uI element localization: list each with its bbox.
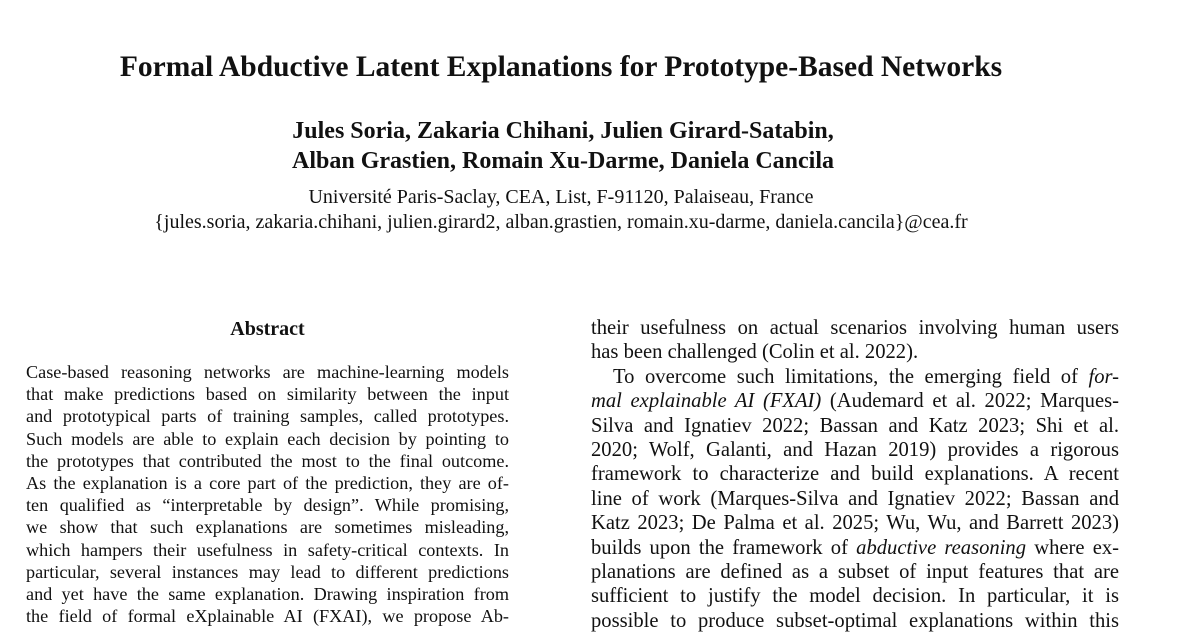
body-emphasis: mal explainable AI (FXAI) (591, 390, 822, 413)
affiliation-block (0, 185, 1122, 234)
paper-title: Formal Abductive Latent Explanations for Prototype-Based Networks (119, 51, 1003, 83)
abstract-line: ten qualified as “interpretable by design”. While promising, (26, 495, 509, 516)
body-text: builds upon the framework of (591, 536, 857, 559)
authors-line-1: Jules Soria, Zakaria Chihani, Julien Girard-Satabin, (292, 118, 834, 144)
body-line (591, 536, 1119, 560)
body-text: To overcome such limitations, the emerging field of (613, 365, 1089, 388)
abstract-line: As the explanation is a core part of the prediction, they are of- (26, 472, 509, 493)
author-emails: {jules.soria, zakaria.chihani, julien.girard2, alban.grastien, romain.xu-darme, daniela.cancila}@cea.fr (154, 210, 968, 233)
abstract-heading: Abstract (230, 318, 305, 340)
body-line: possible to produce subset-optimal explanations within this (591, 609, 1119, 632)
body-line: Katz 2023; De Palma et al. 2025; Wu, Wu, and Barrett 2023) (591, 512, 1119, 535)
abstract-line: and prototypical parts of training samples, called prototypes. (26, 406, 509, 427)
abstract-line: Such models are able to explain each decision by pointing to (26, 428, 509, 449)
body-text: (Audemard et al. 2022; Marques- (821, 390, 1119, 413)
abstract-line: we show that such explanations are sometimes misleading, (26, 517, 509, 538)
body-line: planations are defined as a subset of input features that are (591, 560, 1119, 583)
body-emphasis: for- (1088, 365, 1119, 388)
author-list (0, 116, 1126, 176)
body-line (591, 389, 1119, 413)
body-line: line of work (Marques-Silva and Ignatiev 2022; Bassan and (591, 487, 1119, 510)
body-line: sufficient to justify the model decision. In particular, it is (591, 585, 1119, 608)
body-line: has been challenged (Colin et al. 2022). (591, 341, 919, 364)
abstract-line: Case-based reasoning networks are machine-learning models (26, 362, 509, 382)
body-text: where ex- (1026, 536, 1119, 559)
abstract-line: and yet have the same explanation. Drawing inspiration from (26, 583, 509, 604)
body-column-right (591, 316, 1119, 633)
abstract-body (26, 361, 509, 627)
authors-line-2: Alban Grastien, Romain Xu-Darme, Daniela Cancila (292, 148, 834, 174)
abstract-line: the field of formal eXplainable AI (FXAI), we propose Ab- (26, 606, 509, 627)
body-line: 2020; Wolf, Galanti, and Hazan 2019) provides a rigorous (591, 438, 1119, 461)
abstract-line: the prototypes that contributed the most to the final outcome. (26, 450, 509, 471)
abstract-line: particular, several instances may lead to different predictions (26, 561, 509, 582)
affiliation: Université Paris-Saclay, CEA, List, F-91120, Palaiseau, France (308, 186, 814, 208)
body-line: framework to characterize and build explanations. A recent (591, 463, 1119, 486)
abstract-line: which hampers their usefulness in safety-critical contexts. In (26, 539, 509, 560)
body-line: Silva and Ignatiev 2022; Bassan and Katz 2023; Shi et al. (591, 414, 1119, 437)
body-line: their usefulness on actual scenarios involving human users (591, 317, 1119, 339)
abstract-line: that make predictions based on similarity between the input (26, 384, 509, 405)
body-emphasis: abductive reasoning (856, 536, 1027, 559)
body-line (591, 365, 1119, 389)
